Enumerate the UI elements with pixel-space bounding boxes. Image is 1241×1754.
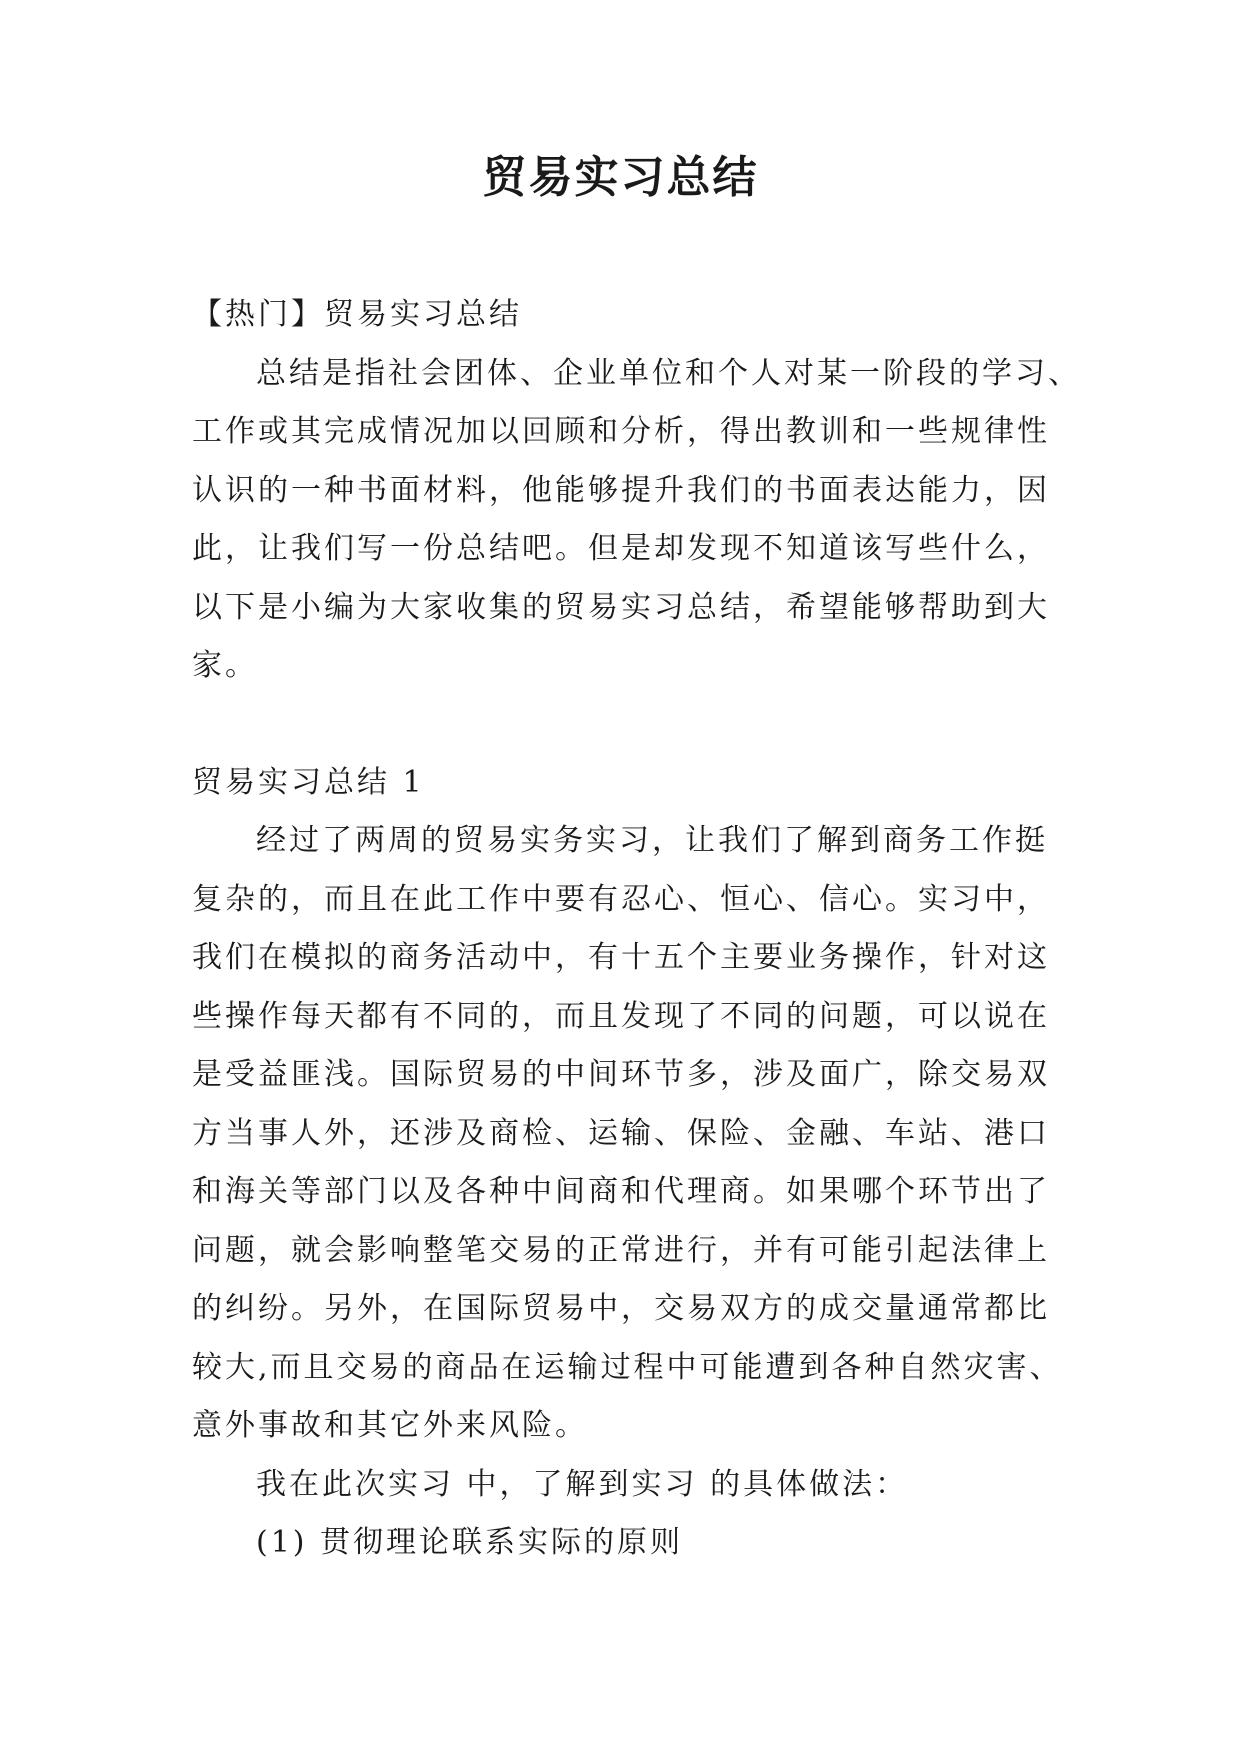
paragraph-line: 此，让我们写一份总结吧。但是却发现不知道该写些什么， (192, 531, 1050, 566)
paragraph-line: 工作或其完成情况加以回顾和分析，得出教训和一些规律性 (192, 414, 1050, 449)
paragraph-line: 是受益匪浅。国际贸易的中间环节多，涉及面广，除交易双 (192, 1057, 1050, 1092)
paragraph-line: 复杂的，而且在此工作中要有忍心、恒心、信心。实习中， (192, 881, 1050, 917)
list-item: (1) 贯彻理论联系实际的原则 (256, 1525, 684, 1560)
section-spacer (192, 696, 1072, 754)
paragraph-line: 方当事人外，还涉及商检、运输、保险、金融、车站、港口 (192, 1115, 1050, 1151)
paragraph-line: 意外事故和其它外来风险。 (192, 1408, 588, 1443)
document-body (192, 286, 1081, 1573)
document-title: 贸易实习总结 (482, 152, 759, 203)
paragraph-line: 家。 (192, 648, 258, 683)
paragraph-line: 我们在模拟的商务活动中，有十五个主要业务操作，针对这 (192, 940, 1050, 975)
paragraph-line: 问题，就会影响整笔交易的正常进行，并有可能引起法律上 (192, 1232, 1050, 1268)
paragraph-line: 认识的一种书面材料，他能够提升我们的书面表达能力，因 (192, 472, 1050, 508)
intro-heading: 【热门】贸易实习总结 (192, 297, 522, 332)
paragraph-line: 些操作每天都有不同的，而且发现了不同的问题，可以说在 (192, 998, 1050, 1034)
paragraph-line: 较大,而且交易的商品在运输过程中可能遭到各种自然灾害、 (192, 1349, 1063, 1385)
paragraph-line: 以下是小编为大家收集的贸易实习总结，希望能够帮助到大 (192, 589, 1050, 625)
paragraph-line: 我在此次实习 中，了解到实习 的具体做法： (256, 1466, 909, 1502)
paragraph-line: 和海关等部门以及各种中间商和代理商。如果哪个环节出了 (192, 1174, 1050, 1209)
paragraph-line: 总结是指社会团体、企业单位和个人对某一阶段的学习、 (256, 355, 1081, 391)
paragraph-line: 的纠纷。另外，在国际贸易中，交易双方的成交量通常都比 (192, 1291, 1050, 1326)
paragraph-line: 经过了两周的贸易实务实习，让我们了解到商务工作挺 (256, 823, 1048, 858)
section-heading: 贸易实习总结 1 (192, 764, 425, 800)
